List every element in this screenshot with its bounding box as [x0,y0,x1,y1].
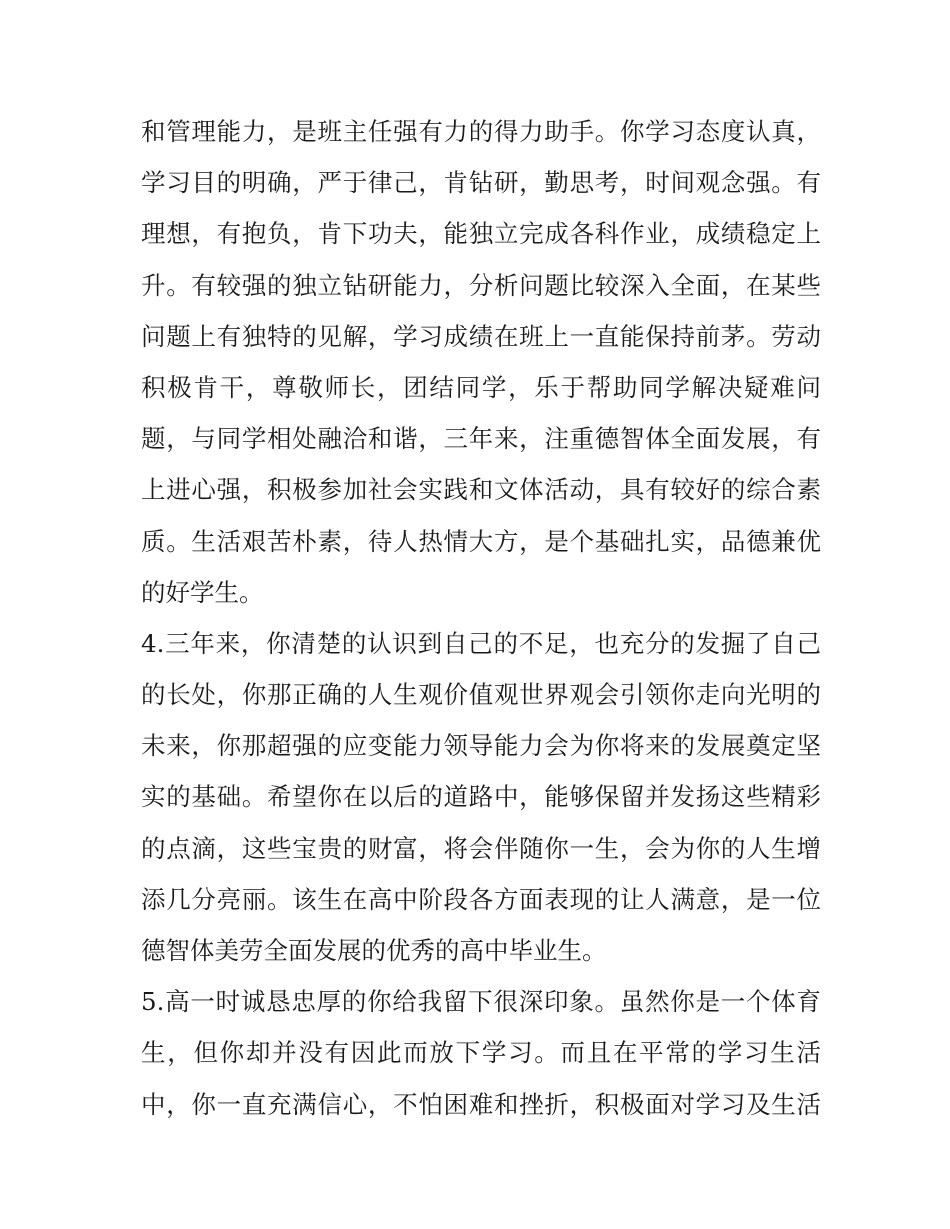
text-line: 积极肯干，尊敬师长，团结同学，乐于帮助同学解决疑难问 [141,372,821,402]
text-line: 德智体美劳全面发展的优秀的高中毕业生。 [141,936,607,965]
text-line: 的点滴，这些宝贵的财富，将会伴随你一生，会为你的人生增 [141,833,821,863]
text-line: 和管理能力，是班主任强有力的得力助手。你学习态度认真， [141,117,821,146]
text-line: 添几分亮丽。该生在高中阶段各方面表现的让人满意，是一位 [141,884,821,914]
text-line: 4.三年来，你清楚的认识到自己的不足，也充分的发掘了自己 [141,628,821,658]
text-line: 质。生活艰苦朴素，待人热情大方，是个基础扎实，品德兼优 [141,526,821,556]
text-line: 升。有较强的独立钻研能力，分析问题比较深入全面，在某些 [141,270,821,300]
text-line: 的好学生。 [141,577,264,607]
document-body [141,106,821,1130]
text-line: 5.高一时诚恳忠厚的你给我留下很深印象。虽然你是一个体育 [141,987,821,1017]
paragraph-item-4 [141,618,821,976]
text-line: 未来，你那超强的应变能力领导能力会为你将来的发展奠定坚 [141,731,821,761]
text-line: 生，但你却并没有因此而放下学习。而且在平常的学习生活 [141,1038,821,1068]
text-line: 实的基础。希望你在以后的道路中，能够保留并发扬这些精彩 [141,782,821,812]
text-line: 学习目的明确，严于律己，肯钻研，勤思考，时间观念强。有 [141,168,821,198]
text-line: 问题上有独特的见解，学习成绩在班上一直能保持前茅。劳动 [141,321,821,351]
text-line: 的长处，你那正确的人生观价值观世界观会引领你走向光明的 [141,680,821,710]
text-line: 中，你一直充满信心，不怕困难和挫折，积极面对学习及生活 [141,1089,821,1119]
text-line: 题，与同学相处融洽和谐，三年来，注重德智体全面发展，有 [141,424,821,454]
text-line: 理想，有抱负，肯下功夫，能独立完成各科作业，成绩稳定上 [141,219,821,249]
text-line: 上进心强，积极参加社会实践和文体活动，具有较好的综合素 [141,475,821,505]
paragraph-continued [141,106,821,618]
paragraph-item-5 [141,976,821,1130]
